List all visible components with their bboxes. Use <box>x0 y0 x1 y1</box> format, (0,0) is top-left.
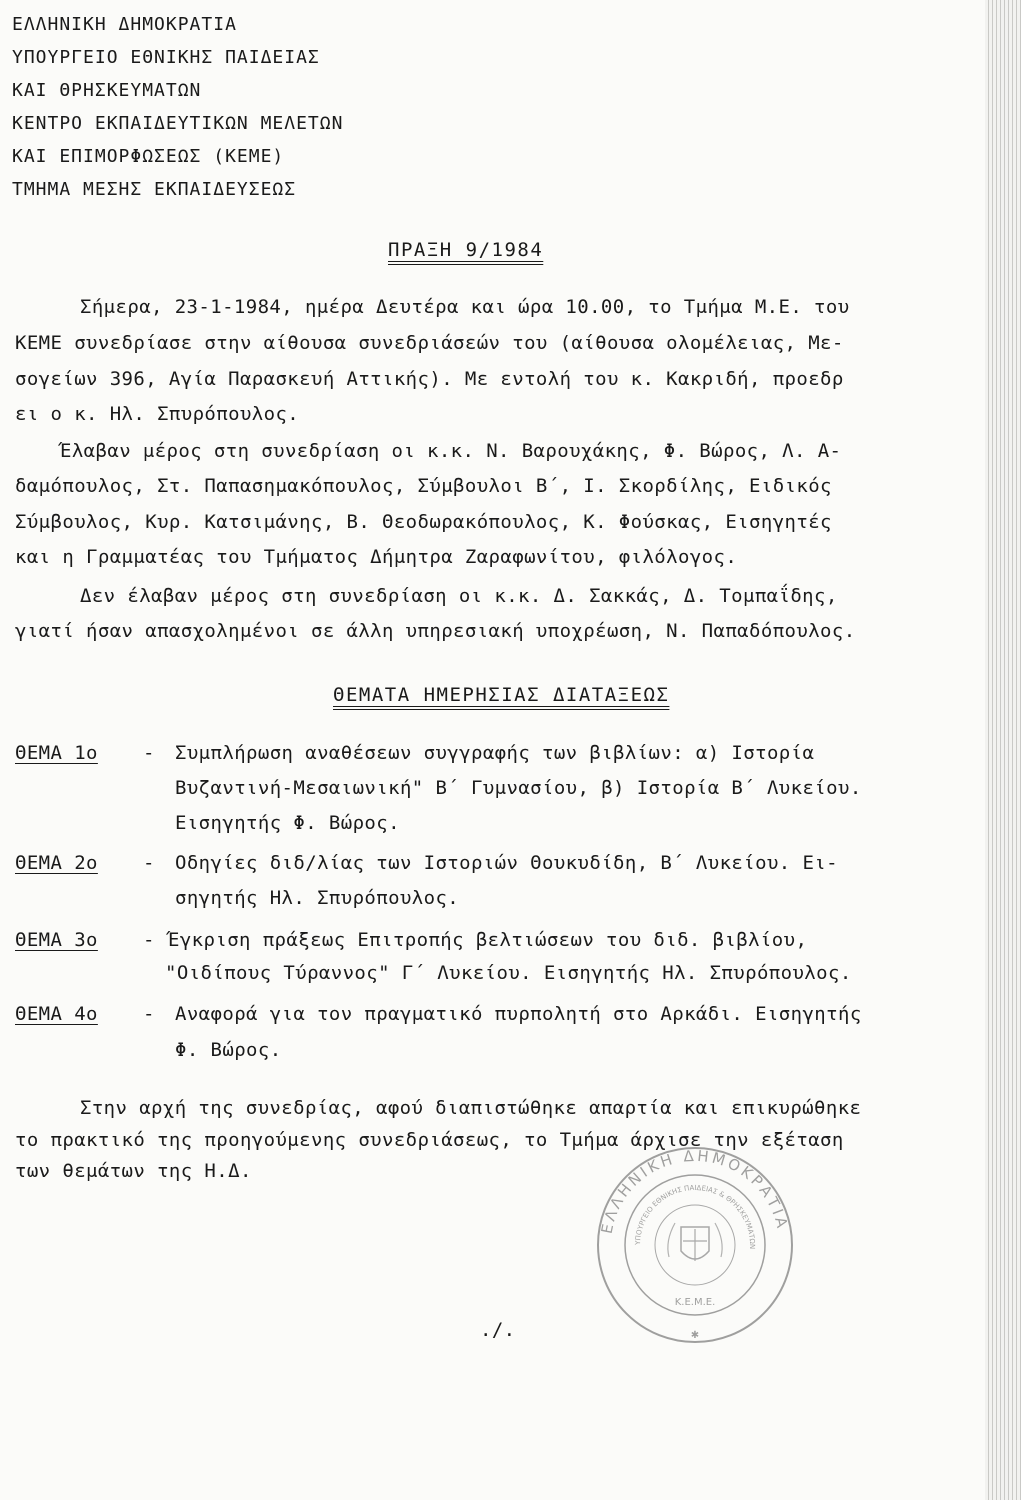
paragraph-line: Έλαβαν μέρος στη συνεδρίαση οι κ.κ. Ν. Βαρουχάκης, Φ. Βώρος, Λ. Α- <box>60 440 842 462</box>
header-line: ΚΕΝΤΡΟ ΕΚΠΑΙΔΕΥΤΙΚΩΝ ΜΕΛΕΤΩΝ <box>12 113 344 134</box>
header-line: ΚΑΙ ΕΠΙΜΟΡΦΩΣΕΩΣ (ΚΕΜΕ) <box>12 146 285 167</box>
paragraph-line: ει ο κ. Ηλ. Σπυρόπουλος. <box>15 403 300 425</box>
agenda-dash: - <box>143 929 155 951</box>
paragraph-line: και η Γραμματέας του Τμήματος Δήμητρα Ζαραφωνίτου, φιλόλογος. <box>15 546 738 568</box>
seal-bottom-text: Κ.Ε.Μ.Ε. <box>674 1297 716 1308</box>
header-line: ΥΠΟΥΡΓΕΙΟ ΕΘΝΙΚΗΣ ΠΑΙΔΕΙΑΣ <box>12 47 320 68</box>
agenda-item-line: Φ. Βώρος. <box>175 1039 282 1061</box>
agenda-item-line: Έγκριση πράξεως Επιτροπής βελτιώσεων του διδ. βιβλίου, <box>168 929 808 951</box>
agenda-item-line: Βυζαντινή-Μεσαιωνική" Β΄ Γυμνασίου, β) Ιστορία Β΄ Λυκείου. <box>175 777 862 799</box>
svg-text:✱: ✱ <box>690 1330 700 1341</box>
header-line: ΤΜΗΜΑ ΜΕΣΗΣ ΕΚΠΑΙΔΕΥΣΕΩΣ <box>12 179 297 200</box>
paragraph-line: Σήμερα, 23-1-1984, ημέρα Δευτέρα και ώρα 10.00, το Τμήμα Μ.Ε. του <box>80 296 850 318</box>
agenda-item-line: Οδηγίες διδ/λίας των Ιστοριών Θουκυδίδη, Β΄ Λυκείου. Ει- <box>175 852 838 874</box>
agenda-item-line: Εισηγητής Φ. Βώρος. <box>175 812 400 834</box>
agenda-item-line: Συμπλήρωση αναθέσεων συγγραφής των βιβλίων: α) Ιστορία <box>175 742 815 764</box>
paragraph-line: σογείων 396, Αγία Παρασκευή Αττικής). Με εντολή του κ. Κακριδή, προεδρ <box>15 368 844 390</box>
document-title: ΠΡΑΞΗ 9/1984 <box>388 239 544 261</box>
paragraph-line: ΚΕΜΕ συνεδρίασε στην αίθουσα συνεδριάσεών του (αίθουσα ολομέλειας, Με- <box>15 332 844 354</box>
paragraph-line: δαμόπουλος, Στ. Παπασημακόπουλος, Σύμβουλοι Β΄, Ι. Σκορδίλης, Ειδικός <box>15 475 832 497</box>
agenda-heading: ΘΕΜΑΤΑ ΗΜΕΡΗΣΙΑΣ ΔΙΑΤΑΞΕΩΣ <box>333 684 670 706</box>
header-line: ΕΛΛΗΝΙΚΗ ΔΗΜΟΚΡΑΤΙΑ <box>12 14 237 35</box>
agenda-item-label: ΘΕΜΑ 3ο <box>15 929 98 951</box>
header-line: ΚΑΙ ΘΡΗΣΚΕΥΜΑΤΩΝ <box>12 80 202 101</box>
agenda-item-label: ΘΕΜΑ 4ο <box>15 1003 98 1025</box>
seal-inner-text: ΥΠΟΥΡΓΕΙΟ ΕΘΝΙΚΗΣ ΠΑΙΔΕΙΑΣ & ΘΡΗΣΚΕΥΜΑΤΩΝ <box>633 1183 757 1250</box>
agenda-item-label: ΘΕΜΑ 1ο <box>15 742 98 764</box>
paragraph-line: Δεν έλαβαν μέρος στη συνεδρίαση οι κ.κ. Δ. Σακκάς, Δ. Τομπαΐδης, <box>80 585 838 607</box>
agenda-dash: - <box>143 742 155 764</box>
paragraph-line: γιατί ήσαν απασχολημένοι σε άλλη υπηρεσιακή υποχρέωση, Ν. Παπαδόπουλος. <box>15 620 856 642</box>
agenda-dash: - <box>143 852 155 874</box>
agenda-dash: - <box>143 1003 155 1025</box>
page-stack-edge <box>985 0 1021 1500</box>
agenda-item-label: ΘΕΜΑ 2ο <box>15 852 98 874</box>
seal-outer-text: ΕΛΛΗΝΙΚΗ ΔΗΜΟΚΡΑΤΙΑ <box>597 1146 792 1236</box>
paragraph-line: των θεμάτων της Η.Δ. <box>15 1160 252 1182</box>
paragraph-line: Σύμβουλος, Κυρ. Κατσιμάνης, Β. Θεοδωρακόπουλος, Κ. Φούσκας, Εισηγητές <box>15 511 832 533</box>
agenda-item-line: σηγητής Ηλ. Σπυρόπουλος. <box>175 887 460 909</box>
agenda-item-line: "Οιδίπους Τύραννος" Γ΄ Λυκείου. Εισηγητής Ηλ. Σπυρόπουλος. <box>165 962 852 984</box>
paragraph-line: Στην αρχή της συνεδρίας, αφού διαπιστώθηκε απαρτία και επικυρώθηκε <box>80 1097 862 1119</box>
official-seal-stamp <box>595 1145 795 1345</box>
agenda-item-line: Αναφορά για τον πραγματικό πυρπολητή στο Αρκάδι. Εισηγητής <box>175 1003 862 1025</box>
paragraph-line: το πρακτικό της προηγούμενης συνεδριάσεως, το Τμήμα άρχισε την εξέταση <box>15 1129 844 1151</box>
page-continuation-mark: ./. <box>480 1319 516 1341</box>
